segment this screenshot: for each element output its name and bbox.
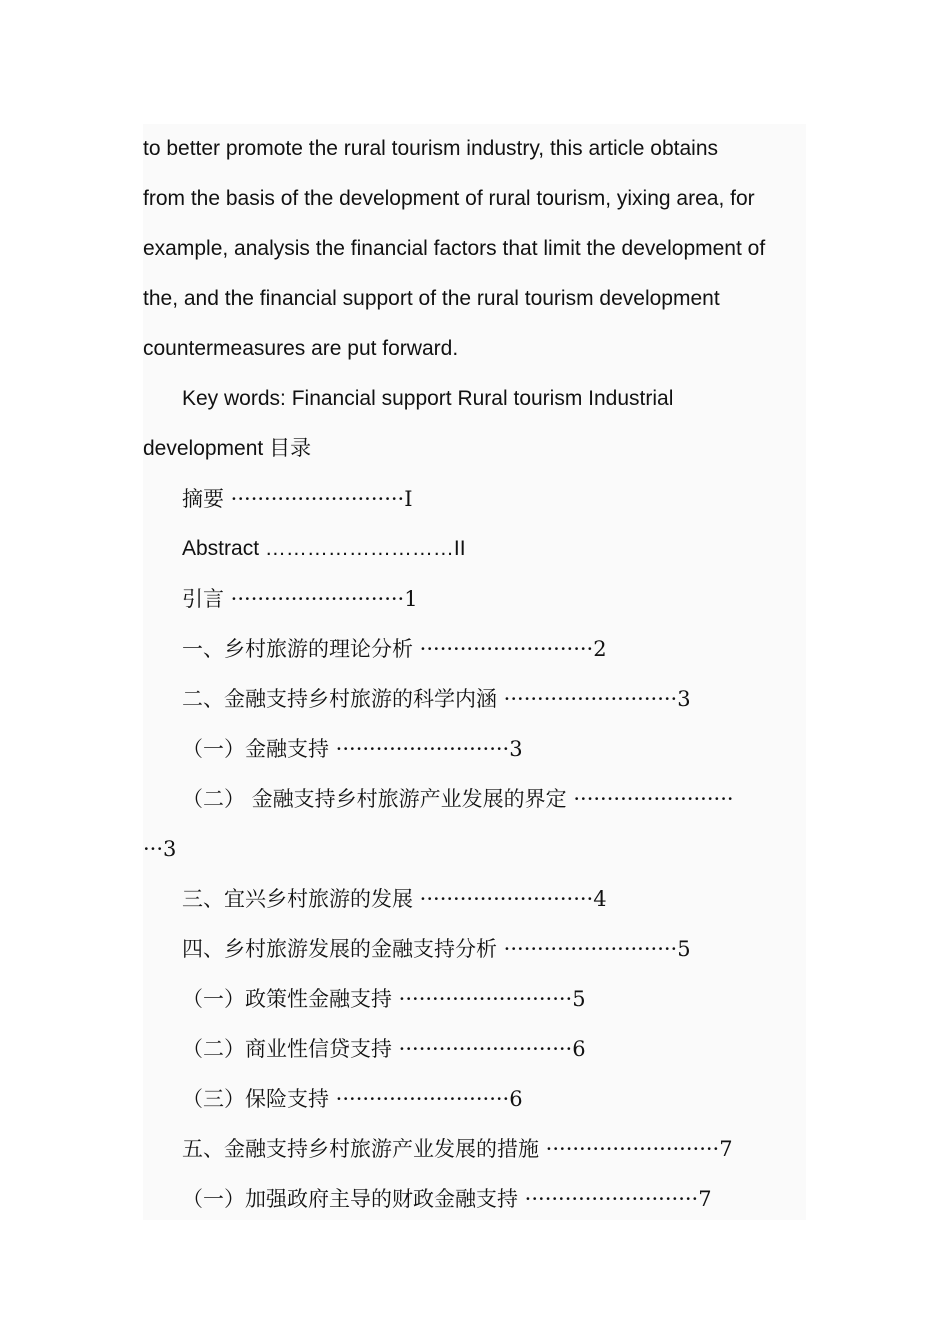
abstract-line-3: example, analysis the financial factors that limit the development of <box>143 237 766 260</box>
abstract-line-2: from the basis of the development of rural tourism, yixing area, for <box>143 187 755 210</box>
toc-item-chapter-5[interactable]: 五、金融支持乡村旅游产业发展的措施 ··························7 <box>182 1137 733 1161</box>
toc-item-chapter-1[interactable]: 一、乡村旅游的理论分析 ··························2 <box>182 637 607 661</box>
toc-item-chapter-2-2[interactable]: （二） 金融支持乡村旅游产业发展的界定 ························ <box>182 787 734 811</box>
toc-item-abstract-cn[interactable]: 摘要 ··························I <box>182 487 413 511</box>
toc-item-chapter-5-1[interactable]: （一）加强政府主导的财政金融支持 ··························7 <box>182 1187 712 1211</box>
toc-item-introduction[interactable]: 引言 ··························1 <box>182 587 418 611</box>
toc-item-chapter-2[interactable]: 二、金融支持乡村旅游的科学内涵 ··························3 <box>182 687 691 711</box>
document-page <box>143 124 806 1220</box>
keywords-line-1: Key words: Financial support Rural tourism Industrial <box>182 387 674 410</box>
toc-item-chapter-3[interactable]: 三、宜兴乡村旅游的发展 ··························4 <box>182 887 607 911</box>
keywords-line-2: development 目录 <box>143 437 312 460</box>
toc-item-chapter-4-1[interactable]: （一）政策性金融支持 ··························5 <box>182 987 586 1011</box>
abstract-line-4: the, and the financial support of the rural tourism development <box>143 287 720 310</box>
toc-item-abstract-en[interactable]: Abstract ………………………II <box>182 537 466 560</box>
abstract-line-5: countermeasures are put forward. <box>143 337 459 360</box>
toc-item-chapter-2-1[interactable]: （一）金融支持 ··························3 <box>182 737 523 761</box>
toc-item-chapter-4-3[interactable]: （三）保险支持 ··························6 <box>182 1087 523 1111</box>
toc-item-chapter-2-2-page[interactable]: ···3 <box>143 837 177 861</box>
toc-item-chapter-4[interactable]: 四、乡村旅游发展的金融支持分析 ··························5 <box>182 937 691 961</box>
toc-item-chapter-4-2[interactable]: （二）商业性信贷支持 ··························6 <box>182 1037 586 1061</box>
abstract-line-1: to better promote the rural tourism industry, this article obtains <box>143 137 719 160</box>
